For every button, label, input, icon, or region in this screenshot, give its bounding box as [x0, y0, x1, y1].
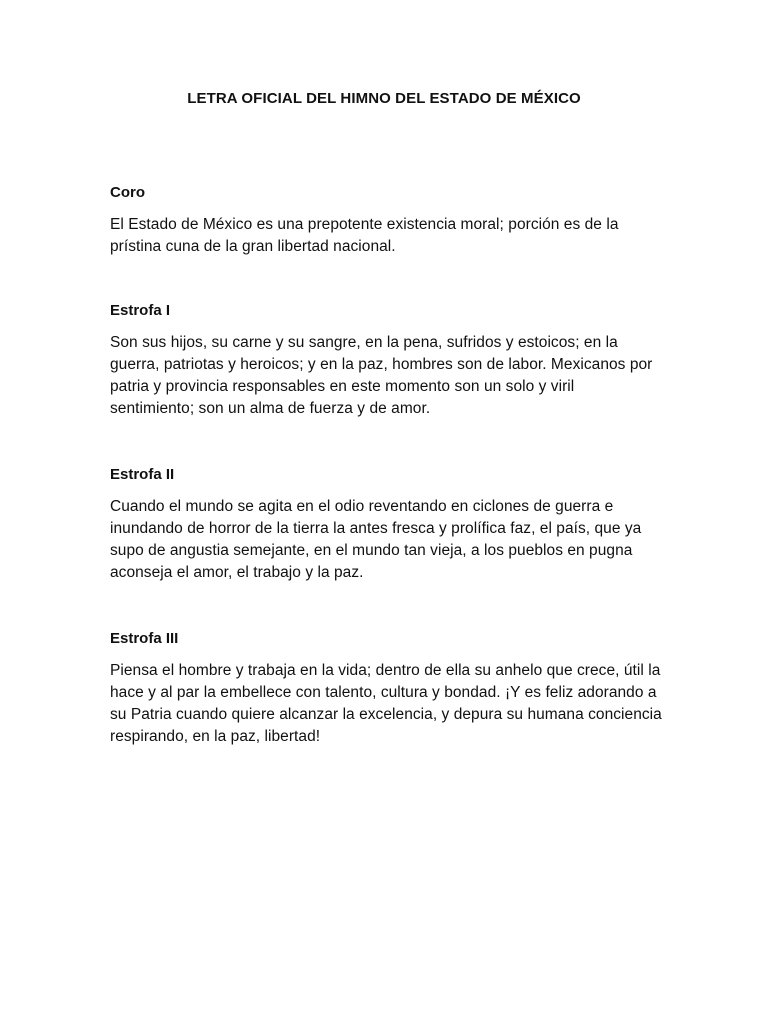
section-text: Cuando el mundo se agita en el odio reventando en ciclones de guerra e inundando de horror de la tierra la antes fresca y prolífica faz, el país, que ya supo de angustia semejante, en el mundo tan vieja, a los pueblos en pugna aconseja el amor, el trabajo y la paz.: [110, 498, 642, 581]
section-coro: [110, 183, 662, 258]
section-text: Son sus hijos, su carne y su sangre, en la pena, sufridos y estoicos; en la guerra, patriotas y heroicos; y en la paz, hombres son de labor. Mexicanos por patria y provincia responsables en este momento son un solo y viril sentimiento; son un alma de fuerza y de amor.: [110, 334, 653, 417]
section-estrofa-iii: [110, 629, 662, 748]
section-heading: Estrofa III: [110, 630, 179, 647]
document-title: LETRA OFICIAL DEL HIMNO DEL ESTADO DE MÉXICO: [187, 90, 581, 107]
section-text: Piensa el hombre y trabaja en la vida; dentro de ella su anhelo que crece, útil la hace y al par la embellece con talento, cultura y bondad. ¡Y es feliz adorando a su Patria cuando quiere alcanzar la excelencia, y depura su humana conciencia respirando, en la paz, libertad!: [110, 662, 662, 745]
section-heading: Coro: [110, 184, 145, 201]
section-estrofa-ii: [110, 465, 662, 584]
section-text: El Estado de México es una prepotente existencia moral; porción es de la prístina cuna de la gran libertad nacional.: [110, 216, 619, 255]
section-heading: Estrofa II: [110, 466, 175, 483]
section-heading: Estrofa I: [110, 302, 171, 319]
section-estrofa-i: [110, 301, 662, 420]
